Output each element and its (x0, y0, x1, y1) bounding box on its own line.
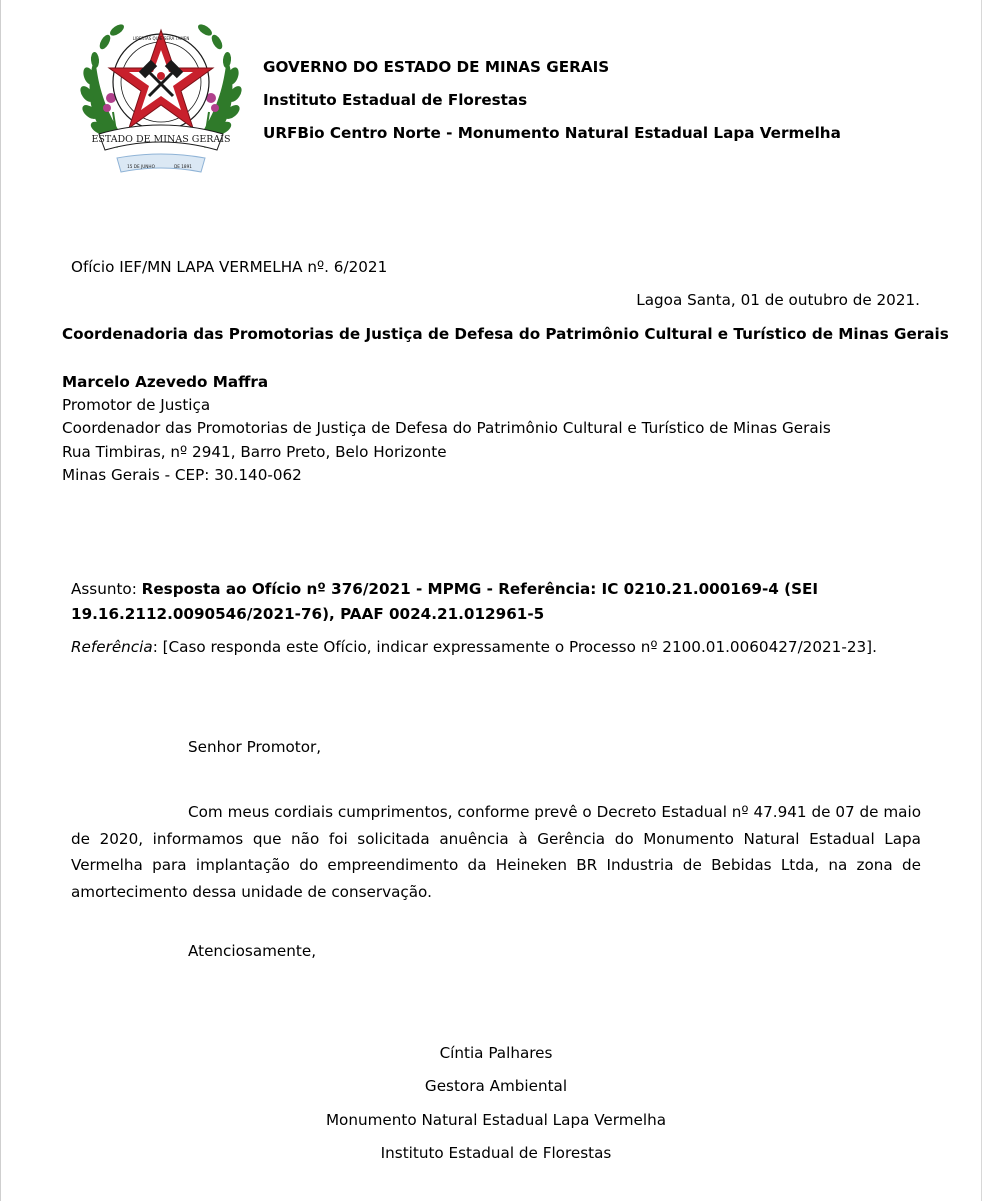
reference-label: Referência (71, 638, 153, 656)
recipient-organization: Coordenadoria das Promotorias de Justiça de Defesa do Patrimônio Cultural e Turístico de Minas Gerais (62, 325, 949, 343)
signature-title: Gestora Ambiental (424, 1077, 568, 1095)
salutation: Senhor Promotor, (188, 738, 322, 756)
place-date: Lagoa Santa, 01 de outubro de 2021. (636, 291, 920, 309)
minas-gerais-coat-of-arms (77, 16, 245, 180)
subject-text-1: Resposta ao Ofício nº 376/2021 - MPMG - Referência: IC 0210.21.000169-4 (SEI (141, 580, 819, 598)
subject-line-1 (71, 580, 818, 598)
subject-text-2: 19.16.2112.0090546/2021-76), PAAF 0024.21.012961-5 (71, 605, 545, 623)
coat-motto: LIBERTAS QUÆ SERA TAMEN (132, 36, 190, 41)
addressee-street: Rua Timbiras, nº 2941, Barro Preto, Belo Horizonte (62, 443, 447, 461)
addressee-name: Marcelo Azevedo Maffra (62, 373, 269, 391)
subject-label: Assunto: (71, 580, 142, 598)
signature-institute: Instituto Estadual de Florestas (380, 1144, 612, 1162)
coat-banner-text: ESTADO DE MINAS GERAIS (91, 134, 231, 145)
header-unit: URFBio Centro Norte - Monumento Natural Estadual Lapa Vermelha (263, 124, 841, 142)
signature-name: Cíntia Palhares (439, 1044, 553, 1062)
letter-number: Ofício IEF/MN LAPA VERMELHA nº. 6/2021 (71, 258, 388, 276)
reference-text: : [Caso responda este Ofício, indicar expressamente o Processo nº 2100.01.0060427/2021-23]. (152, 638, 877, 656)
addressee-position: Coordenador das Promotorias de Justiça de Defesa do Patrimônio Cultural e Turístico de Minas Gerais (62, 419, 831, 437)
closing: Atenciosamente, (188, 942, 317, 960)
addressee-role: Promotor de Justiça (62, 396, 211, 414)
signature-unit: Monumento Natural Estadual Lapa Vermelha (325, 1111, 667, 1129)
header-government: GOVERNO DO ESTADO DE MINAS GERAIS (263, 58, 610, 76)
reference-line (71, 638, 877, 656)
addressee-state-cep: Minas Gerais - CEP: 30.140-062 (62, 466, 302, 484)
header-institute: Instituto Estadual de Florestas (263, 91, 528, 109)
coat-date-right: DE 1891 (174, 164, 192, 169)
body-paragraph: Com meus cordiais cumprimentos, conforme prevê o Decreto Estadual nº 47.941 de 07 de maio de 2020, informamos que não foi solicitada anuência à Gerência do Monumento Natural Estadual Lapa Vermelha para implantação do empreendimento da Heineken BR Industria de Bebidas Ltda, na zona de amortecimento dessa unidade de conservação. (71, 803, 921, 901)
coat-date-left: 15 DE JUNHO (127, 164, 155, 169)
